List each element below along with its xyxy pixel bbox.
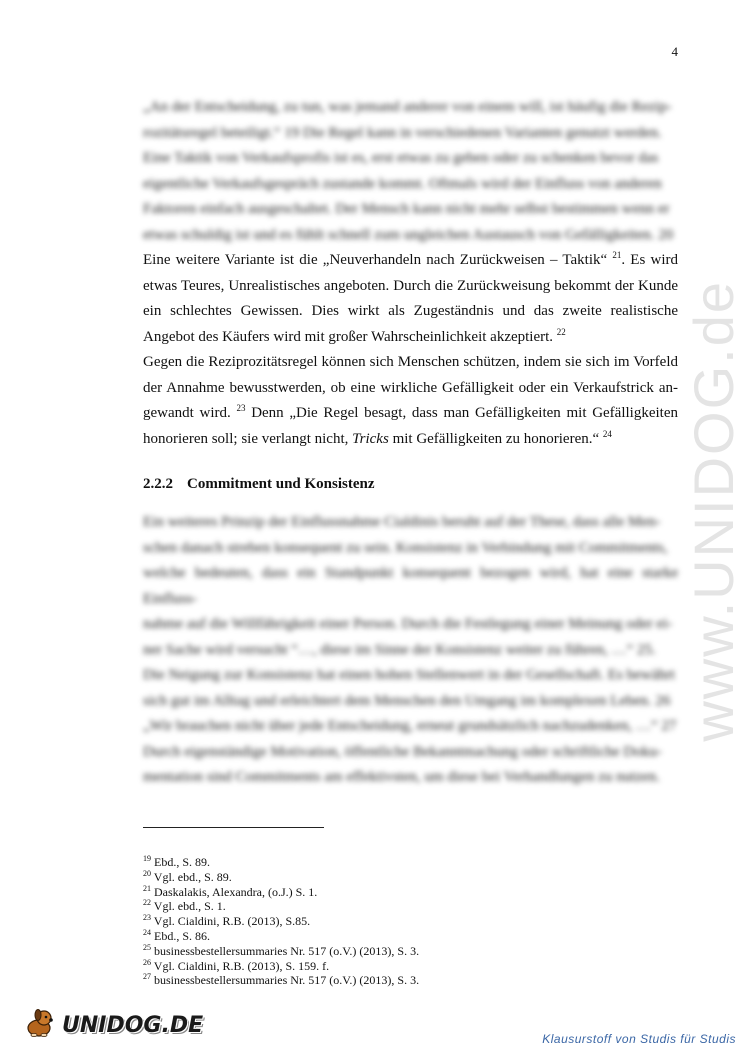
text-span: mit Gefälligkeiten zu honorieren.“	[388, 430, 603, 447]
page-body	[143, 95, 678, 791]
footnote-number: 27	[143, 972, 151, 982]
footnote-text: Vgl. ebd., S. 89.	[153, 869, 232, 884]
blurred-line: „An der Entscheidung, zu tun, was jemand anderer von einem will, ist häufig die Rezip-	[143, 99, 672, 115]
blurred-line: mentation sind Commitments am effektivsten, um diese bei Verhandlungen zu nutzen.	[143, 769, 660, 785]
blurred-line: sich gut im Alltag und erleichtert dem Menschen den Umgang im komplexen Leben. 26	[143, 692, 671, 709]
footnote-item	[143, 899, 678, 914]
blurred-line: Faktoren einfach ausgeschaltet. Der Mensch kann nicht mehr selbst bestimmen wenn er	[143, 201, 670, 217]
page-number: 4	[671, 44, 678, 59]
footnote-item	[143, 855, 678, 870]
text-span: Gegen die Reziprozitätsregel können sich Menschen schützen, indem sie sich im Vorfeld der Annahme bewusstwerden, ob eine wirkliche Gefälligkeit oder ein Verkaufstrick an-gewandt wird.	[143, 354, 678, 421]
footnote-item	[143, 885, 678, 900]
footnote-item	[143, 973, 678, 988]
blurred-section-top	[143, 95, 678, 248]
paragraph-variant	[143, 248, 678, 350]
watermark: www.UNIDOG.de	[682, 280, 745, 742]
footnote-text: Daskalakis, Alexandra, (o.J.) S. 1.	[154, 884, 318, 899]
footnote-text: Ebd., S. 89.	[154, 855, 211, 869]
blurred-line: Eine Taktik von Verkaufsprofis ist es, erst etwas zu geben oder zu schenken bevor das	[143, 150, 659, 166]
unidog-logo[interactable]	[24, 1006, 203, 1045]
footnote-text: Vgl. Cialdini, R.B. (2013), S.85.	[153, 914, 311, 929]
footer-tagline: Klausurstoff von Studis für Studis	[542, 1032, 736, 1046]
blurred-line: Durch eigenständige Motivation, öffentliche Bekanntmachung oder schriftliche Doku-	[143, 743, 662, 760]
blurred-section-bottom	[143, 510, 678, 791]
footnote-number: 21	[143, 883, 151, 893]
section-heading	[143, 474, 678, 494]
footnote-item	[143, 929, 678, 944]
paragraph-protection	[143, 350, 678, 452]
logo-text: UNIDOG.DE	[62, 1013, 204, 1038]
section-number: 2.2.2	[143, 476, 173, 492]
blurred-line: Die Neigung zur Konsistenz hat einen hohen Stellenwert in der Gesellschaft. Es bewährt	[143, 667, 675, 683]
dog-icon	[24, 1006, 58, 1045]
blurred-line: etwas schuldig ist und es fühlt schnell zum ungleichen Austausch von Gefälligkeiten. 20	[143, 226, 674, 243]
footnote-number: 24	[143, 927, 151, 937]
footnote-text: Vgl. ebd., S. 1.	[153, 899, 226, 914]
footnote-number: 25	[143, 942, 151, 952]
blurred-line: nahme auf die Willfährigkeit einer Person. Durch die Festlegung einer Meinung oder ei-	[143, 616, 673, 632]
section-title: Commitment und Konsistenz	[187, 476, 375, 492]
footnote-text: businessbestellersummaries Nr. 517 (o.V.) (2013), S. 3.	[154, 973, 420, 988]
footnote-ref: 23	[236, 403, 246, 413]
footnotes	[143, 855, 678, 988]
footnote-number: 20	[143, 868, 151, 878]
blurred-line: „Wir brauchen nicht über jede Entscheidung, erneut grundsätzlich nachzudenken, …“ 27	[143, 718, 677, 734]
blurred-line: eigentliche Verkaufsgespräch zustande kommt. Oftmals wird der Einfluss von anderen	[143, 175, 662, 192]
text-span: . Es wird etwas Teures, Unrealistisches angeboten. Durch die Zurückweisung bekommt der Kunde ein schlechtes Gewissen. Dies wirkt als Zugeständnis und das zweite realistische Angebot des Käufers wird mit großer Wahrscheinlichkeit akzeptiert.	[143, 252, 678, 345]
footnote-item	[143, 944, 678, 959]
footnote-divider	[143, 827, 324, 828]
footnote-item	[143, 914, 678, 929]
blurred-line: rozitätsregel beteiligt.“ 19 Die Regel kann in verschiedenen Varianten genutzt werden.	[143, 124, 662, 141]
blurred-line: welche bedeuten, dass ein Standpunkt konsequent bezogen wird, hat eine starke Einfluss-	[143, 565, 678, 607]
text-span: Denn „Die Regel besagt, dass man Gefälligkeiten mit Gefälligkeiten honorieren soll; sie verlangt nicht,	[143, 405, 678, 447]
footnote-number: 19	[143, 854, 151, 863]
italic-text: Tricks	[352, 430, 389, 447]
footnote-text: businessbestellersummaries Nr. 517 (o.V.) (2013), S. 3.	[154, 943, 420, 958]
footnote-number: 22	[143, 898, 151, 908]
footnote-number: 26	[143, 957, 151, 967]
footnote-ref: 22	[556, 326, 566, 337]
blurred-line: schen danach streben konsequent zu sein. Konsistenz in Verbindung mit Commitments,	[143, 539, 668, 556]
blurred-line: Ein weiteres Prinzip der Einflussnahme Cialdinis beruht auf der These, dass alle Men-	[143, 514, 661, 530]
blurred-line: ner Sache wird versucht “…, diese im Sinne der Konsistenz weiter zu führen, …“ 25.	[143, 641, 656, 658]
footnote-ref: 24	[602, 428, 612, 439]
text-span: Eine weitere Variante ist die „Neuverhandeln nach Zurückweisen – Taktik“	[143, 252, 613, 268]
footnote-item	[143, 870, 678, 885]
footnote-number: 23	[143, 913, 151, 923]
footnote-ref: 21	[612, 250, 622, 260]
footnote-text: Vgl. Cialdini, R.B. (2013), S. 159. f.	[153, 958, 330, 973]
footnote-item	[143, 959, 678, 974]
footnote-text: Ebd., S. 86.	[154, 928, 211, 943]
